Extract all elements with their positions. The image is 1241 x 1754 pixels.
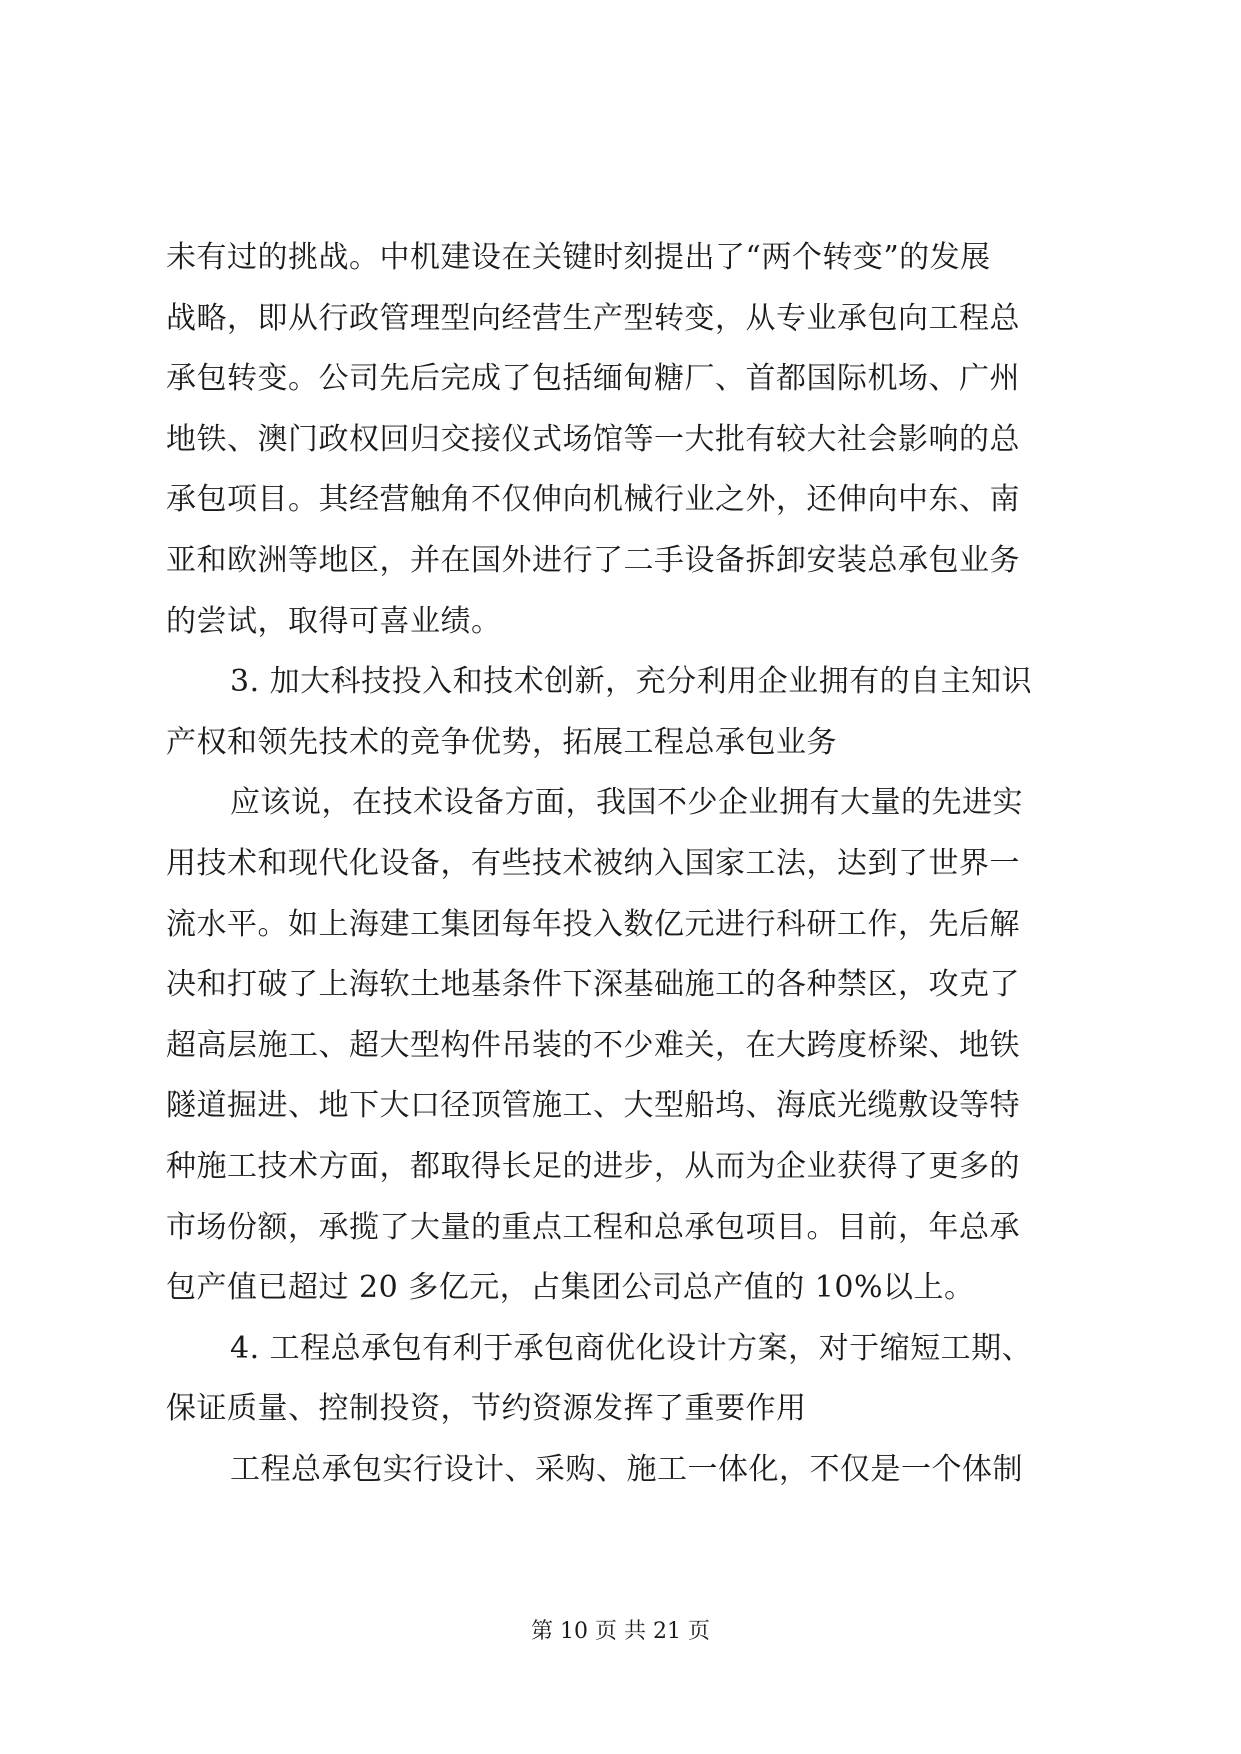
text-line-13: 决和打破了上海软土地基条件下深基础施工的各种禁区，攻克了: [166, 967, 1020, 1003]
text-line-14: 超高层施工、超大型构件吊装的不少难关，在大跨度桥梁、地铁: [166, 1027, 1020, 1063]
text-line-9: 产权和领先技术的竞争优势，拓展工程总承包业务: [166, 724, 837, 760]
text-line-1: 未有过的挑战。中机建设在关键时刻提出了“两个转变”的发展: [166, 240, 991, 275]
text-line-18: 包产值已超过 20 多亿元，占集团公司总产值的 10%以上。: [166, 1270, 975, 1306]
text-line-5: 承包项目。其经营触角不仅伸向机械行业之外，还伸向中东、南: [166, 482, 1020, 518]
text-line-20: 保证质量、控制投资，节约资源发挥了重要作用: [166, 1391, 807, 1427]
body-text: [166, 228, 1076, 1500]
text-line-17: 市场份额，承揽了大量的重点工程和总承包项目。目前，年总承: [166, 1209, 1020, 1245]
page-number-footer: 第 10 页 共 21 页: [531, 1619, 710, 1644]
text-line-7: 的尝试，取得可喜业绩。: [166, 603, 502, 639]
text-line-12: 流水平。如上海建工集团每年投入数亿元进行科研工作，先后解: [166, 906, 1020, 942]
text-line-2: 战略，即从行政管理型向经营生产型转变，从专业承包向工程总: [166, 300, 1020, 336]
text-line-6: 亚和欧洲等地区，并在国外进行了二手设备拆卸安装总承包业务: [166, 542, 1020, 578]
section-heading-3: 3. 加大科技投入和技术创新，充分利用企业拥有的自主知识: [230, 664, 1033, 700]
paragraph-start: 工程总承包实行设计、采购、施工一体化，不仅是一个体制: [230, 1451, 1023, 1487]
paragraph-start: 应该说，在技术设备方面，我国不少企业拥有大量的先进实: [230, 785, 1023, 821]
text-line-16: 种施工技术方面，都取得长足的进步，从而为企业获得了更多的: [166, 1148, 1020, 1184]
text-line-15: 隧道掘进、地下大口径顶管施工、大型船坞、海底光缆敷设等特: [166, 1088, 1020, 1124]
text-line-3: 承包转变。公司先后完成了包括缅甸糖厂、首都国际机场、广州: [166, 361, 1020, 397]
section-heading-4: 4. 工程总承包有利于承包商优化设计方案，对于缩短工期、: [230, 1330, 1033, 1366]
text-line-11: 用技术和现代化设备，有些技术被纳入国家工法，达到了世界一: [166, 845, 1020, 881]
text-line-4: 地铁、澳门政权回归交接仪式场馆等一大批有较大社会影响的总: [166, 421, 1020, 457]
